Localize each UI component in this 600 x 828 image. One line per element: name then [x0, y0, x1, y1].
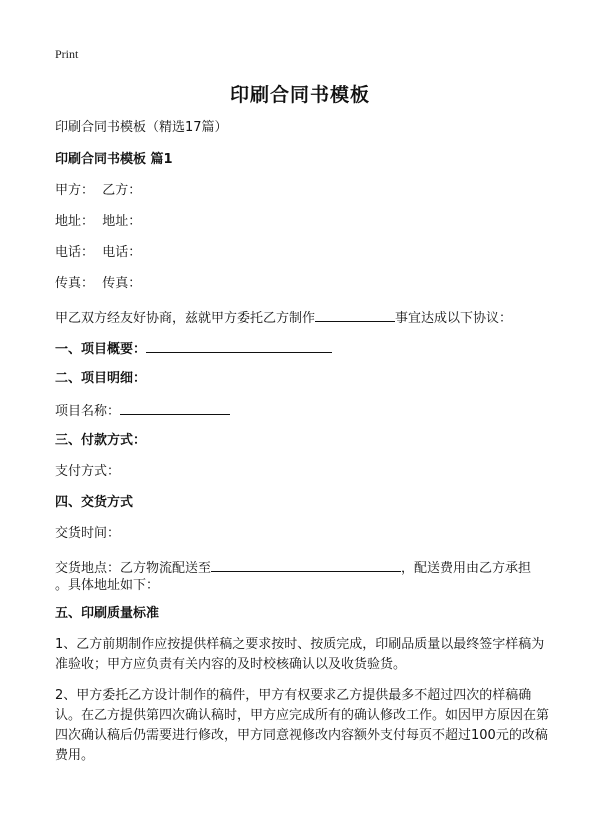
address-row — [55, 212, 141, 232]
document-subtitle: 印刷合同书模板（精选17篇） — [55, 120, 228, 135]
fax-a-label: 传真： — [55, 276, 95, 291]
project-name-blank — [120, 400, 230, 415]
document-title: 印刷合同书模板 — [229, 84, 370, 106]
project-name-row — [55, 400, 230, 422]
delivery-place-pre: 交货地点：乙方物流配送至 — [55, 561, 212, 576]
section-1-blank — [146, 338, 332, 353]
section-title: 印刷合同书模板 篇1 — [55, 152, 173, 167]
agreement-post: 事宜达成以下协议： — [395, 311, 513, 326]
print-label: Print — [55, 47, 79, 61]
section-2-title: 二、项目明细： — [55, 371, 147, 386]
party-a-label: 甲方： — [55, 183, 95, 198]
fax-row — [55, 274, 141, 294]
section-3-title: 三、付款方式： — [55, 433, 147, 448]
party-row — [55, 181, 141, 201]
section-1-title: 一、项目概要： — [55, 342, 147, 357]
payment-method-label: 支付方式： — [55, 464, 121, 479]
phone-b-label: 电话： — [102, 245, 142, 260]
phone-a-label: 电话： — [55, 245, 95, 260]
party-b-label: 乙方： — [102, 183, 142, 198]
agreement-pre: 甲乙双方经友好协商，兹就甲方委托乙方制作 — [55, 311, 316, 326]
clause-2: 2、甲方委托乙方设计制作的稿件，甲方有权要求乙方提供最多不超过四次的样稿确认。在乙方提供第四次确认稿时，甲方应完成所有的确认修改工作。如因甲方原因在第四次确认稿后仍需要进行修改，甲方同意视修改内容额外支付每页不超过100元的改稿费用。 — [55, 688, 550, 763]
phone-row — [55, 243, 141, 263]
section-1-row — [55, 338, 332, 360]
agreement-blank — [315, 307, 395, 322]
delivery-place-blank — [211, 557, 401, 572]
address-b-label: 地址： — [102, 214, 142, 229]
project-name-label: 项目名称： — [55, 404, 121, 419]
delivery-place-cont: 。具体地址如下： — [55, 578, 160, 593]
address-a-label: 地址： — [55, 214, 95, 229]
delivery-place-post: ，配送费用由乙方承担 — [401, 561, 532, 576]
fax-b-label: 传真： — [102, 276, 142, 291]
section-5-title: 五、印刷质量标准 — [55, 606, 160, 621]
agreement-line — [55, 307, 512, 329]
clause-1: 1、乙方前期制作应按提供样稿之要求按时、按质完成，印刷品质量以最终签字样稿为准验收；甲方应负责有关内容的及时校核确认以及收货验货。 — [55, 637, 545, 672]
section-4-title: 四、交货方式 — [55, 495, 134, 510]
delivery-time-label: 交货时间： — [55, 526, 121, 541]
